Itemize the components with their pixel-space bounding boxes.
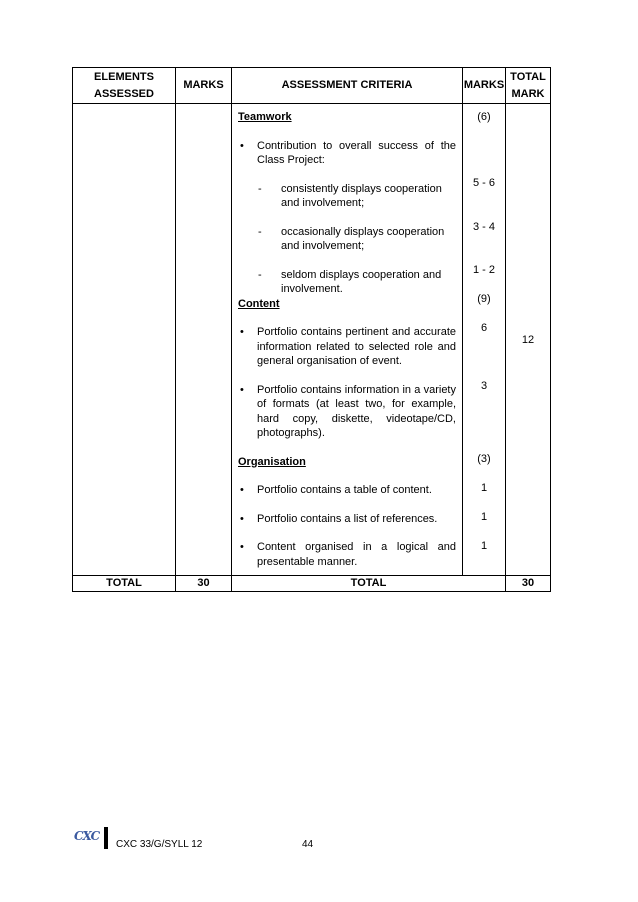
header-total-mark: TOTAL MARK — [506, 68, 551, 104]
mark-value: 1 - 2 — [472, 264, 495, 276]
mark-value: 1 — [480, 511, 488, 523]
content-bullet-1: • Portfolio contains pertinent and accurate information related to selected role and general organisation of event. — [238, 325, 456, 369]
header-marks-2: MARKS — [463, 68, 506, 104]
marks-values-cell — [463, 104, 506, 576]
mark-value: (3) — [477, 453, 491, 465]
header-elements-assessed: ELEMENTS ASSESSED — [73, 68, 176, 104]
organisation-bullet-3: • Content organised in a logical and presentable manner. — [238, 540, 456, 569]
header-row — [73, 68, 551, 104]
teamwork-dash-3: - seldom displays cooperation and involvement. — [238, 268, 456, 297]
header-marks: MARKS — [176, 68, 232, 104]
total-label-left: TOTAL — [73, 576, 176, 592]
total-marks: 30 — [176, 576, 232, 592]
mark-value: 3 - 4 — [472, 221, 495, 233]
criteria-cell — [232, 104, 463, 576]
organisation-bullet-2: • Portfolio contains a list of references. — [238, 512, 456, 527]
page-number: 44 — [302, 839, 314, 850]
total-row — [73, 576, 551, 592]
total-mark-cell: 12 — [506, 104, 551, 576]
mark-value: 1 — [480, 482, 488, 494]
content-bullet-2: • Portfolio contains information in a variety of formats (at least two, for example, hard copy, diskette, videotape/CD, photographs). — [238, 383, 456, 441]
cxc-logo: CXC — [74, 829, 100, 843]
teamwork-title: Teamwork — [238, 111, 292, 123]
teamwork-dash-2: - occasionally displays cooperation and involvement; — [238, 225, 456, 254]
mark-value: 1 — [480, 540, 488, 552]
mark-value: (9) — [477, 293, 491, 305]
mark-value: (6) — [477, 111, 491, 123]
header-assessment-criteria: ASSESSMENT CRITERIA — [232, 68, 463, 104]
organisation-title: Organisation — [238, 455, 306, 468]
marks-cell — [176, 104, 232, 576]
assessment-table — [72, 67, 551, 592]
elements-cell — [73, 104, 176, 576]
organisation-bullet-1: • Portfolio contains a table of content. — [238, 483, 456, 498]
total-value: 30 — [506, 576, 551, 592]
total-label-center: TOTAL — [232, 576, 506, 592]
mark-value: 6 — [480, 322, 488, 334]
mark-value: 5 - 6 — [472, 177, 495, 189]
criteria-row — [73, 104, 551, 576]
mark-value: 3 — [480, 380, 488, 392]
syllabus-code: CXC 33/G/SYLL 12 — [116, 839, 203, 850]
content-title: Content — [238, 297, 280, 310]
footer-divider-bar — [104, 827, 108, 849]
teamwork-bullet: • Contribution to overall success of the Class Project: — [238, 139, 456, 168]
teamwork-dash-1: - consistently displays cooperation and involvement; — [238, 182, 456, 211]
